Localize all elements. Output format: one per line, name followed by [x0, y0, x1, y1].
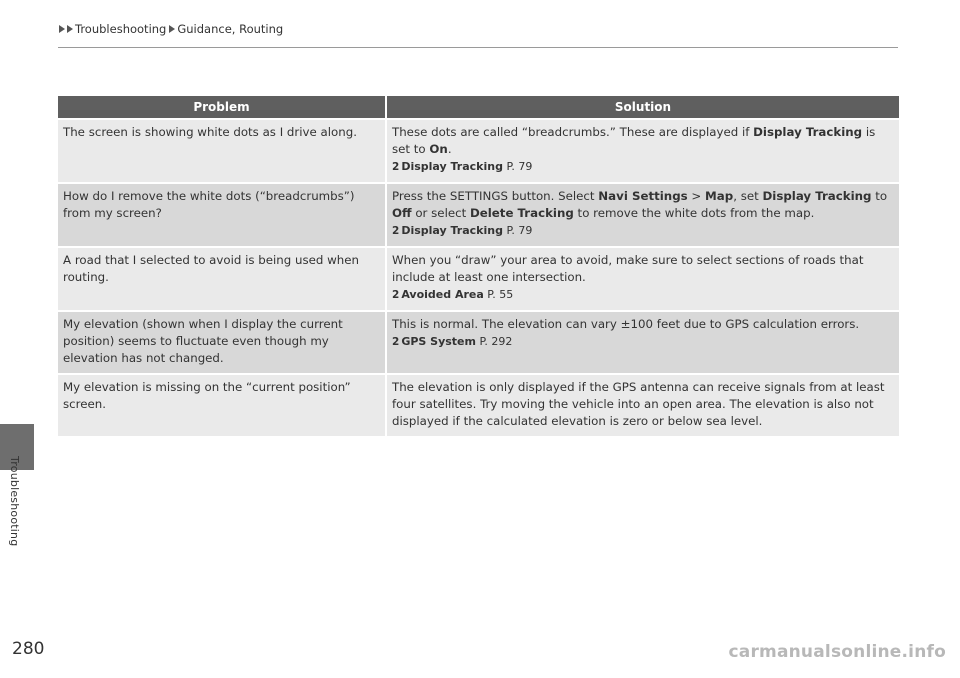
setting-value: On	[429, 142, 448, 156]
section-side-label: Troubleshooting	[8, 456, 21, 547]
setting-name: Display Tracking	[753, 125, 863, 139]
cross-reference[interactable]: 2 Display Tracking P. 79	[392, 160, 532, 173]
troubleshooting-table	[58, 96, 899, 436]
page-number: 280	[12, 639, 45, 659]
reference-arrow-icon: 2	[392, 289, 400, 301]
solution-cell: These dots are called “breadcrumbs.” These are displayed if Display Tracking is set to On. 2 Display Tracking P. 79	[386, 119, 899, 183]
table-row	[58, 374, 899, 436]
solution-cell: The elevation is only displayed if the GPS antenna can receive signals from at least four satellites. Try moving the vehicle into an open area. The elevation is also not displayed if the calculated elevation is zero or below sea level.	[386, 374, 899, 436]
problem-cell: My elevation (shown when I display the current position) seems to fluctuate even though my elevation has not changed.	[58, 311, 386, 374]
watermark: carmanualsonline.info	[728, 642, 946, 662]
table-header-row	[58, 96, 899, 119]
table-row	[58, 119, 899, 183]
cross-reference[interactable]: 2 Display Tracking P. 79	[392, 224, 532, 237]
problem-cell: How do I remove the white dots (“breadcrumbs”) from my screen?	[58, 183, 386, 247]
solution-cell: When you “draw” your area to avoid, make sure to select sections of roads that include at least one intersection. 2 Avoided Area P. 55	[386, 247, 899, 311]
reference-arrow-icon: 2	[392, 336, 400, 348]
problem-cell: A road that I selected to avoid is being used when routing.	[58, 247, 386, 311]
problem-cell: The screen is showing white dots as I drive along.	[58, 119, 386, 183]
cross-reference[interactable]: 2 GPS System P. 292	[392, 335, 512, 348]
breadcrumb-arrow-icon	[67, 25, 73, 33]
column-header-solution: Solution	[386, 96, 899, 119]
reference-arrow-icon: 2	[392, 225, 400, 237]
column-header-problem: Problem	[58, 96, 386, 119]
table-row	[58, 247, 899, 311]
breadcrumb-item[interactable]: Troubleshooting	[75, 22, 167, 36]
table-row	[58, 183, 899, 247]
problem-cell: My elevation is missing on the “current position” screen.	[58, 374, 386, 436]
header-divider	[58, 47, 898, 48]
breadcrumb-arrow-icon	[59, 25, 65, 33]
solution-cell: Press the SETTINGS button. Select Navi Settings > Map, set Display Tracking to Off or select Delete Tracking to remove the white dots from the map. 2 Display Tracking P. 79	[386, 183, 899, 247]
cross-reference[interactable]: 2 Avoided Area P. 55	[392, 288, 513, 301]
breadcrumb-arrow-icon	[169, 25, 175, 33]
solution-cell: This is normal. The elevation can vary ±100 feet due to GPS calculation errors. 2 GPS System P. 292	[386, 311, 899, 374]
reference-arrow-icon: 2	[392, 161, 400, 173]
table-row	[58, 311, 899, 374]
breadcrumb	[58, 22, 285, 36]
breadcrumb-item[interactable]: Guidance, Routing	[177, 22, 284, 36]
